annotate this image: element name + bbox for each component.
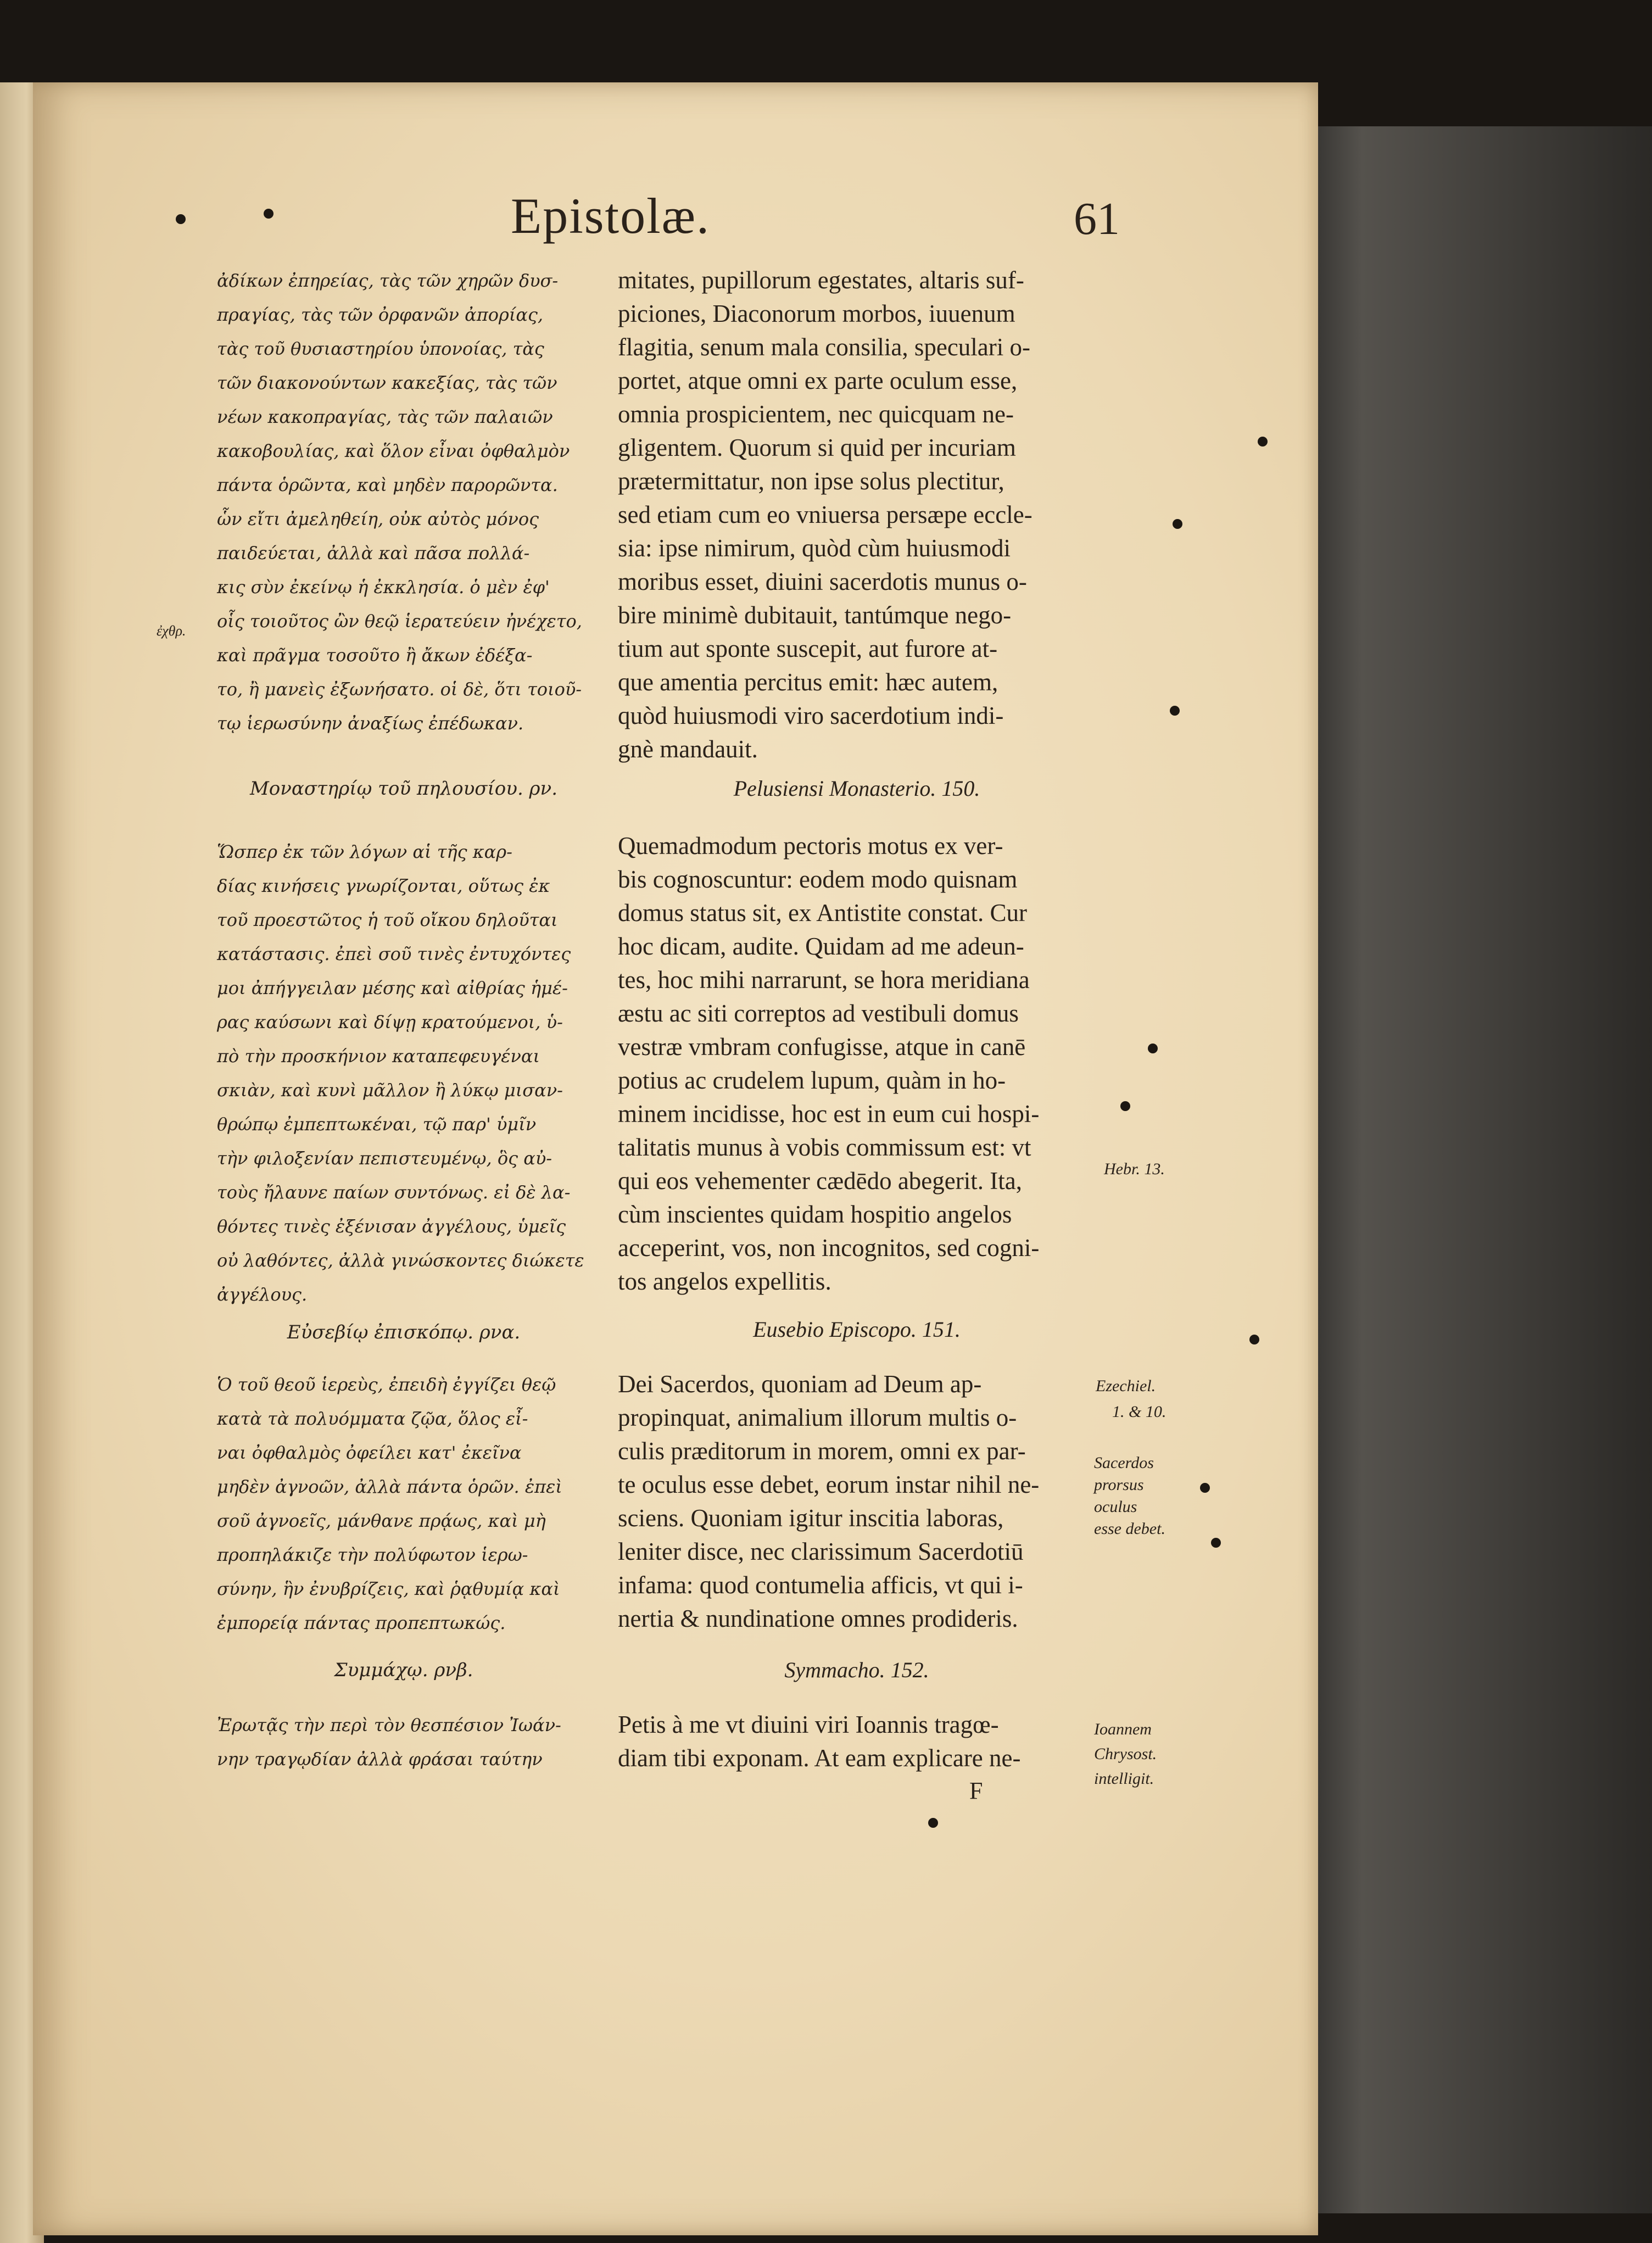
text-line: το, ἢ μανεὶς ἐξωνήσατο. οἱ δὲ, ὅτι τοιοῦ- [217, 679, 582, 700]
text-line: ἐμπορείᾳ πάντας προπεπτωκώς. [217, 1612, 506, 1633]
text-line: talitatis munus à vobis commissum est: vt [618, 1134, 1031, 1161]
text-line: gligentem. Quorum si quid per incuriam [618, 434, 1016, 461]
signature-mark: F [969, 1777, 983, 1804]
section-heading-150: Pelusiensi Monasterio. 150. [733, 776, 980, 801]
text-line: leniter disce, nec clarissimum Sacerdotiū [618, 1538, 1024, 1565]
text-line: sed etiam cum eo vniuersa persæpe eccle- [618, 501, 1032, 528]
text-line: προπηλάκιζε τὴν πολύφωτον ἱερω- [217, 1544, 528, 1565]
text-line: ἀδίκων ἐπηρείας, τὰς τῶν χηρῶν δυσ- [217, 270, 559, 291]
text-line: κατάστασις. ἐπεὶ σοῦ τινὲς ἐντυχόντες [217, 944, 571, 964]
marginal-note-ioannem: Ioannem [1094, 1720, 1152, 1738]
text-line: οἷς τοιοῦτος ὢν θεῷ ἱερατεύειν ἠνέχετο, [217, 611, 582, 632]
greek-block-b [217, 835, 584, 1312]
section-heading-151: Eusebio Episcopo. 151. [753, 1317, 961, 1342]
text-line: Dei Sacerdos, quoniam ad Deum ap- [618, 1370, 982, 1398]
text-line: domus status sit, ex Antistite constat. Cur [618, 899, 1027, 927]
text-line: moribus esset, diuini sacerdotis munus o- [618, 568, 1027, 595]
text-line: vestræ vmbram confugisse, atque in canē [618, 1033, 1026, 1061]
worm-hole [1249, 1335, 1259, 1344]
marginal-note-ioannem: Chrysost. [1094, 1745, 1157, 1763]
latin-block-c [618, 1368, 1039, 1636]
marginal-note-hebr: Hebr. 13. [1104, 1160, 1165, 1178]
marginal-note-sacerdos: Sacerdos [1094, 1454, 1154, 1472]
text-line: diam tibi exponam. At eam explicare ne- [618, 1744, 1021, 1772]
text-line: qui eos vehementer cædēdo abegerit. Ita, [618, 1167, 1022, 1195]
text-line: ὧν εἴτι ἀμεληθείη, οὐκ αὐτὸς μόνος [217, 509, 539, 529]
text-line: tos angelos expellitis. [618, 1268, 831, 1295]
text-line: κις σὺν ἐκείνῳ ἡ ἐκκλησία. ὁ μὲν ἐφ' [217, 577, 550, 598]
worm-hole [1120, 1101, 1130, 1111]
text-line: οὐ λαθόντες, ἀλλὰ γινώσκοντες διώκετε [217, 1250, 584, 1271]
text-line: tium aut sponte suscepit, aut furore at- [618, 635, 998, 662]
section-heading-151: Εὐσεβίῳ ἐπισκόπῳ. ρνα. [287, 1321, 521, 1343]
text-line: portet, atque omni ex parte oculum esse, [618, 367, 1018, 394]
marginal-note-ezechiel-ref: 1. & 10. [1112, 1403, 1167, 1421]
text-line: πάντα ὁρῶντα, καὶ μηδὲν παρορῶντα. [217, 475, 558, 495]
section-heading-150: Μοναστηρίῳ τοῦ πηλουσίου. ρν. [249, 778, 558, 800]
text-line: Ὁ τοῦ θεοῦ ἱερεὺς, ἐπειδὴ ἐγγίζει θεῷ [217, 1374, 556, 1395]
text-line: σύνην, ἣν ἐνυβρίζεις, καὶ ῥᾳθυμίᾳ καὶ [217, 1578, 560, 1599]
text-line: κατὰ τὰ πολυόμματα ζῷα, ὅλος εἶ- [217, 1408, 528, 1429]
text-line: bire minimè dubitauit, tantúmque nego- [618, 601, 1012, 629]
text-line: δίας κινήσεις γνωρίζονται, οὕτως ἐκ [217, 875, 550, 896]
marginal-note-sacerdos: oculus [1094, 1498, 1137, 1516]
latin-block-a [618, 264, 1032, 766]
text-line: ναι ὀφθαλμὸς ὀφείλει κατ' ἐκεῖνα [217, 1442, 522, 1463]
text-line: σοῦ ἀγνοεῖς, μάνθανε πρᾴως, καὶ μὴ [217, 1510, 546, 1531]
text-line: minem incidisse, hoc est in eum cui hospi- [618, 1100, 1040, 1128]
text-line: omnia prospicientem, nec quicquam ne- [618, 400, 1014, 428]
section-heading-152: Συμμάχῳ. ρνβ. [334, 1659, 473, 1681]
text-line: Quemadmodum pectoris motus ex ver- [618, 832, 1003, 860]
text-line: sciens. Quoniam igitur inscitia laboras, [618, 1504, 1004, 1532]
text-line: πραγίας, τὰς τῶν ὀρφανῶν ἀπορίας, [217, 304, 544, 325]
greek-block-a [217, 264, 582, 740]
text-line: παιδεύεται, ἀλλὰ καὶ πᾶσα πολλά- [217, 543, 530, 563]
text-line: bis cognoscuntur: eodem modo quisnam [618, 866, 1018, 893]
running-head: Epistolæ. [511, 188, 711, 244]
worm-hole [1173, 519, 1182, 529]
worm-hole [1148, 1044, 1158, 1053]
text-line: τὰς τοῦ θυσιαστηρίου ὑπονοίας, τὰς [217, 338, 544, 359]
text-line: piciones, Diaconorum morbos, iuuenum [618, 300, 1015, 327]
text-line: potius ac crudelem lupum, quàm in ho- [618, 1067, 1006, 1094]
text-line: πὸ τὴν προσκήνιον καταπεφευγέναι [217, 1046, 540, 1067]
text-line: mitates, pupillorum egestates, altaris suf- [618, 266, 1024, 294]
text-line: τῶν διακονούντων κακεξίας, τὰς τῶν [217, 372, 557, 393]
marginal-note-sacerdos: esse debet. [1094, 1520, 1165, 1538]
text-line: infama: quod contumelia afficis, vt qui i- [618, 1571, 1023, 1599]
text-line: νην τραγῳδίαν ἀλλὰ φράσαι ταύτην [217, 1749, 543, 1770]
text-line: flagitia, senum mala consilia, speculari o- [618, 333, 1031, 361]
text-line: τῳ ἱερωσύνην ἀναξίως ἐπέδωκαν. [217, 713, 524, 734]
marginal-note-ioannem: intelligit. [1094, 1770, 1154, 1788]
greek-block-d [217, 1708, 561, 1776]
text-line: propinquat, animalium illorum multis o- [618, 1404, 1017, 1431]
text-line: æstu ac siti correptos ad vestibuli domus [618, 1000, 1019, 1027]
worm-hole [1258, 437, 1268, 447]
text-line: ἀγγέλους. [217, 1284, 308, 1305]
page-number: 61 [1074, 193, 1120, 244]
text-line: gnè mandauit. [618, 735, 758, 763]
marginal-note-sacerdos: prorsus [1094, 1476, 1144, 1494]
text-line: σκιὰν, καὶ κυνὶ μᾶλλον ἢ λύκῳ μισαν- [217, 1080, 563, 1101]
book-cover-edge [1296, 126, 1652, 2213]
section-heading-152: Symmacho. 152. [784, 1658, 929, 1682]
worm-hole [1211, 1538, 1221, 1548]
text-line: nertia & nundinatione omnes prodideris. [618, 1605, 1018, 1632]
text-line: μοι ἀπήγγειλαν μέσης καὶ αἰθρίας ἡμέ- [217, 978, 568, 998]
text-line: Ἐρωτᾷς τὴν περὶ τὸν θεσπέσιον Ἰωάν- [217, 1715, 561, 1736]
text-line: te oculus esse debet, eorum instar nihil ne- [618, 1471, 1040, 1498]
latin-block-d [618, 1708, 1021, 1775]
text-line: Petis à me vt diuini viri Ioannis tragœ- [618, 1711, 999, 1738]
text-line: culis præditorum in morem, omni ex par- [618, 1437, 1026, 1465]
worm-hole [1200, 1483, 1210, 1493]
text-line: καὶ πρᾶγμα τοσοῦτο ἢ ἄκων ἐδέξα- [217, 645, 533, 666]
latin-block-b [618, 829, 1039, 1298]
text-line: θρώπῳ ἐμπεπτωκέναι, τῷ παρ' ὑμῖν [217, 1114, 537, 1135]
text-line: tes, hoc mihi narrarunt, se hora meridiana [618, 966, 1030, 994]
worm-hole [264, 209, 274, 219]
text-line: τοῦ προεστῶτος ἡ τοῦ οἴκου δηλοῦται [217, 910, 558, 930]
text-line: quòd huiusmodi viro sacerdotium indi- [618, 702, 1004, 729]
text-line: acceperint, vos, non incognitos, sed cogni- [618, 1234, 1040, 1262]
worm-hole [176, 214, 186, 224]
text-line: κακοβουλίας, καὶ ὅλον εἶναι ὀφθαλμὸν [217, 440, 570, 461]
worm-hole [1170, 706, 1180, 716]
text-line: que amentia percitus emit: hæc autem, [618, 668, 998, 696]
marginal-gloss: ἐχθρ. [157, 623, 186, 639]
text-line: hoc dicam, audite. Quidam ad me adeun- [618, 933, 1024, 960]
greek-block-c [217, 1368, 562, 1640]
text-line: τοὺς ἤλαυνε παίων συντόνως. εἰ δὲ λα- [217, 1182, 571, 1203]
text-line: ρας καύσωνι καὶ δίψῃ κρατούμενοι, ὑ- [217, 1012, 563, 1033]
text-line: Ὥσπερ ἐκ τῶν λόγων αἱ τῆς καρ- [217, 841, 512, 862]
text-line: cùm inscientes quidam hospitio angelos [618, 1201, 1012, 1228]
worm-hole [928, 1818, 938, 1828]
text-line: τὴν φιλοξενίαν πεπιστευμένῳ, ὃς αὐ- [217, 1148, 552, 1169]
text-line: μηδὲν ἀγνοῶν, ἀλλὰ πάντα ὁρῶν. ἐπεὶ [217, 1476, 562, 1497]
text-line: νέων κακοπραγίας, τὰς τῶν παλαιῶν [217, 406, 553, 427]
text-line: θόντες τινὲς ἐξένισαν ἀγγέλους, ὑμεῖς [217, 1216, 566, 1237]
text-line: sia: ipse nimirum, quòd cùm huiusmodi [618, 534, 1011, 562]
text-line: prætermittatur, non ipse solus plectitur, [618, 467, 1004, 495]
marginal-note-ezechiel: Ezechiel. [1096, 1377, 1156, 1395]
